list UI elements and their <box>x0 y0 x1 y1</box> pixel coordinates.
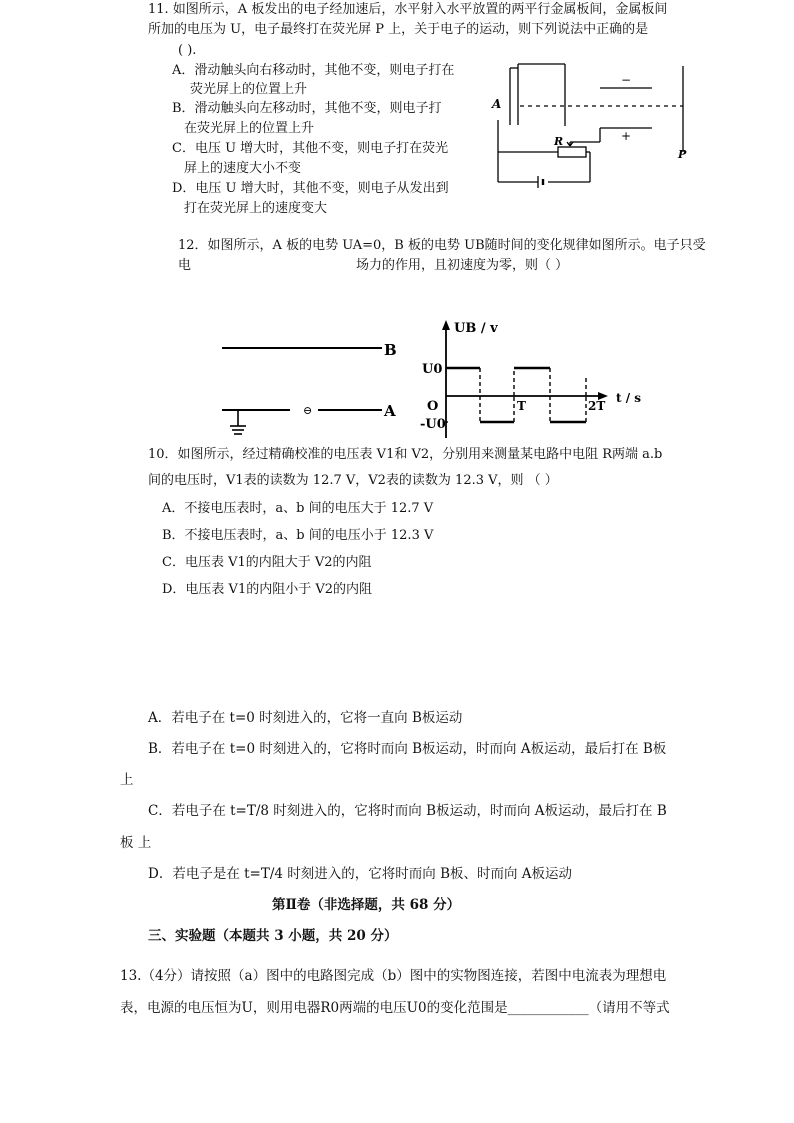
q12-plates-figure <box>220 336 410 440</box>
q13-line-1: 13.（4分）请按照（a）图中的电路图完成（b）图中的实物图连接，若图中电流表为理想电 <box>120 968 667 984</box>
q11-option-d-line-1: D．电压 U 增大时，其他不变，则电子从发出到 <box>172 181 449 196</box>
q10-option-a: A．不接电压表时，a、b 间的电压大于 12.7 V <box>162 501 434 516</box>
q11-stem-line-3: ( ). <box>178 43 197 58</box>
plate-a-label: A <box>384 402 396 420</box>
q11-stem-line-2: 所加的电压为 U，电子最终打在荧光屏 P 上，关于电子的运动，则下列说法中正确的是 <box>148 22 649 37</box>
q12-option-a: A．若电子在 t=0 时刻进入的，它将一直向 B板运动 <box>148 710 463 726</box>
q12-option-b-line-2: 上 <box>120 772 134 788</box>
q10-option-c: C．电压表 V1的内阻大于 V2的内阻 <box>162 555 372 570</box>
q11-option-b-line-2: 在荧光屏上的位置上升 <box>184 121 315 136</box>
t-tick-label: T <box>517 399 526 413</box>
label-a: A <box>492 97 502 111</box>
q12-stem-line-1: 12．如图所示，A 板的电势 UA=0，B 板的电势 UB随时间的变化规律如图所示。电子只受 <box>178 238 706 253</box>
q10-option-b: B．不接电压表时，a、b 间的电压小于 12.3 V <box>162 528 434 543</box>
part-3-heading: 三、实验题（本题共 3 小题，共 20 分） <box>148 928 398 944</box>
q11-circuit-figure <box>490 60 700 200</box>
neg-u0-label: -U0 <box>420 417 446 432</box>
q12-option-b-line-1: B．若电子在 t=0 时刻进入的，它将时而向 B板运动，时而向 A板运动，最后打在 B板 <box>148 741 667 757</box>
q12-voltage-graph <box>418 318 648 442</box>
q12-stem-line-2a: 电 <box>178 258 192 273</box>
q11-option-c-line-2: 屏上的速度大小不变 <box>184 161 302 176</box>
section-2-title: 第Ⅱ卷（非选择题，共 68 分） <box>272 897 461 913</box>
ground-icon <box>230 410 246 434</box>
q11-option-d-line-2: 打在荧光屏上的速度变大 <box>184 201 328 216</box>
x-axis-label: t / s <box>616 391 642 405</box>
q10-option-d: D．电压表 V1的内阻小于 V2的内阻 <box>162 582 373 597</box>
plate-b-label: B <box>384 341 397 359</box>
q12-option-c-line-1: C．若电子在 t=T/8 时刻进入的，它将时而向 B板运动，时而向 A板运动，最后打在 B <box>148 803 667 819</box>
resistor-r <box>558 147 586 157</box>
q12-option-c-line-2: 板 上 <box>120 835 152 851</box>
q11-option-c-line-1: C．电压 U 增大时，其他不变，则电子打在荧光 <box>172 141 449 156</box>
q12-option-d: D．若电子是在 t=T/4 时刻进入的，它将时而向 B板、时而向 A板运动 <box>148 866 573 882</box>
label-plus: + <box>621 129 632 143</box>
q10-stem-line-2: 间的电压时，V1表的读数为 12.7 V，V2表的读数为 12.3 V，则 （ ） <box>148 473 558 488</box>
q11-stem-line-1: 11. 如图所示，A 板发出的电子经加速后，水平射入水平放置的两平行金属板间，金属板间 <box>148 2 668 17</box>
y-axis-arrow <box>442 320 450 330</box>
u0-label: U0 <box>422 362 443 377</box>
label-p: P <box>678 148 687 161</box>
two-t-tick-label: 2T <box>588 399 606 413</box>
q11-option-a-line-1: A．滑动触头向右移动时，其他不变，则电子打在 <box>172 63 455 78</box>
q13-line-2: 表，电源的电压恒为U，则用电器R0两端的电压U0的变化范围是____________（请用不等式 <box>120 1000 670 1016</box>
label-minus: − <box>621 73 632 87</box>
origin-label: O <box>427 399 439 414</box>
q11-option-a-line-2: 荧光屏上的位置上升 <box>190 82 308 97</box>
label-r: R <box>554 135 564 148</box>
q12-stem-line-2b: 场力的作用，且初速度为零，则（ ） <box>356 258 569 273</box>
q10-stem-line-1: 10．如图所示，经过精确校准的电压表 V1和 V2，分别用来测量某电路中电阻 R两端 a.b <box>148 447 663 462</box>
y-axis-label: UB / v <box>454 321 498 336</box>
q11-option-b-line-1: B．滑动触头向左移动时，其他不变，则电子打 <box>172 101 442 116</box>
electron-symbol: ⊖ <box>303 404 313 417</box>
